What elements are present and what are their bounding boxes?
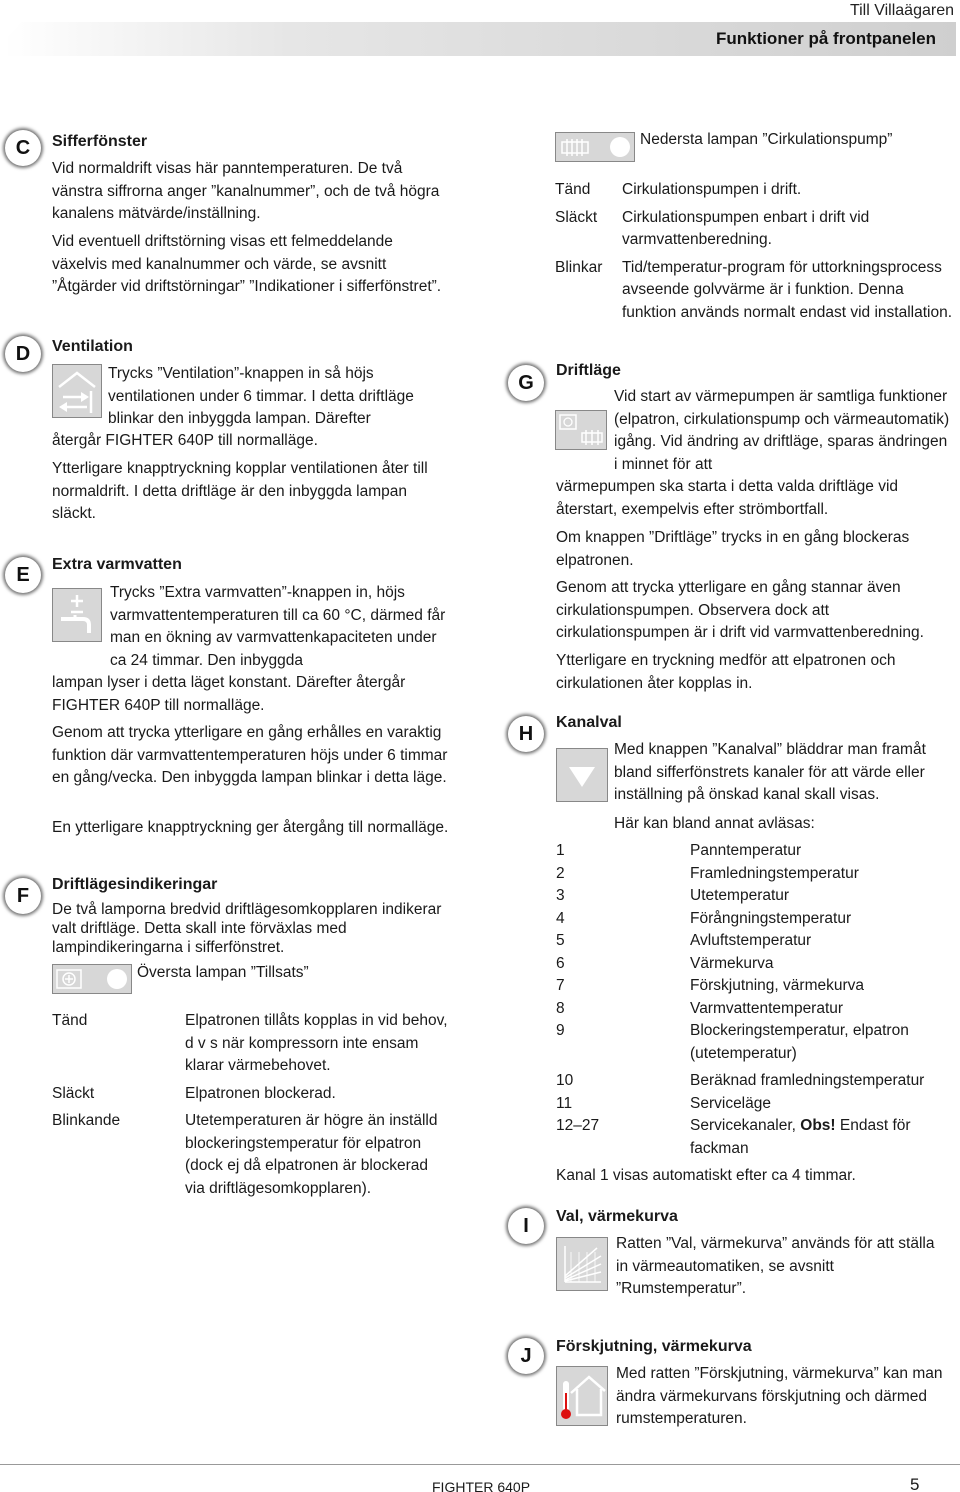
channel-number: 8: [556, 999, 565, 1017]
state-description: Elpatronen tillåts kopplas in vid behov, d v s när kompressorn inte ensam klarar värmebehovet.: [185, 1012, 448, 1074]
section-d-text-2: Ytterligare knapptryckning kopplar ventilationen åter till normaldrift. I detta driftläge är den inbyggda lampan släckt.: [52, 460, 428, 522]
section-e-text-1a: Trycks ”Extra varmvatten”-knappen in, höjs varmvattentemperaturen till ca 60 °C, därmed får man en ökning av varmvattenkapaciteten under ca 24 timmar. Den inbyggda: [110, 584, 446, 669]
addition-lamp-label: Översta lampan ”Tillsats”: [137, 964, 309, 981]
table-row: [556, 885, 956, 908]
channel-name: Framledningstemperatur: [690, 864, 859, 882]
state-description: Elpatronen blockerad.: [185, 1084, 336, 1102]
section-g-title: Driftläge: [556, 362, 621, 379]
channel-name: Avluftstemperatur: [690, 932, 812, 949]
table-row: [52, 1110, 452, 1200]
section-f-title: Driftlägesindikeringar: [52, 876, 218, 893]
channel-number: 10: [556, 1072, 574, 1089]
section-c-text-1: Vid normaldrift visas här panntemperaturen. De två vänstra siffrorna anger ”kanalnummer”, och de två högra kanalens mätvärde/inställning.: [52, 160, 440, 222]
channel-number: 7: [556, 977, 565, 994]
table-row: [556, 1115, 956, 1160]
badge-j: J: [508, 1338, 544, 1374]
channel-name: Värmekurva: [690, 954, 774, 972]
section-i-text-1: Ratten ”Val, värmekurva” används för att ställa in värmeautomatiken, se avsnitt ”Rumstemperatur”.: [616, 1235, 935, 1297]
section-d-title: Ventilation: [52, 338, 133, 355]
section-g-text-2: Om knappen ”Driftläge” trycks in en gång blockeras elpatronen.: [556, 529, 910, 569]
table-row: [556, 975, 956, 998]
state-description: Tid/temperatur-program för uttorkningsprocess avseende golvvärme är i funktion. Denna funktion används normalt endast vid installation.: [622, 258, 953, 321]
section-h-text-3: Kanal 1 visas automatiskt efter ca 4 timmar.: [556, 1167, 856, 1184]
channel-name: Utetemperatur: [690, 887, 790, 904]
channel-table: [556, 840, 956, 1160]
operating-mode-icon: [555, 410, 607, 450]
header-section-label: Till Villaägaren: [849, 2, 954, 19]
state-description: Utetemperaturen är högre än inställd blockeringstemperatur för elpatron (dock ej då elpatronen är blockerad via driftlägesomkopplaren).: [185, 1112, 438, 1197]
channel-name: Förångningstemperatur: [690, 909, 852, 927]
table-row: [556, 998, 956, 1021]
page-title: Funktioner på frontpanelen: [715, 29, 936, 48]
channel-select-button-icon: [556, 748, 608, 802]
section-h-text-2: Här kan bland annat avläsas:: [614, 815, 815, 832]
state-description: Cirkulationspumpen i drift.: [622, 181, 802, 198]
circulation-lamp-table: [555, 179, 955, 324]
warning-label: Obs!: [800, 1117, 836, 1134]
ventilation-icon: [52, 364, 102, 418]
table-row: [52, 1010, 452, 1083]
footer-divider: [0, 1464, 960, 1465]
section-j-title: Förskjutning, värmekurva: [556, 1338, 752, 1355]
section-f-text-1: De två lamporna bredvid driftlägesomkopplaren indikerar valt driftläge. Detta skall inte förväxlas med lampindikeringarna i sifferfönstret.: [52, 901, 442, 956]
section-c-text-2: Vid eventuell driftstörning visas ett felmeddelande växelvis med kanalnummer och värde, se avsnitt ”Åtgärder vid driftstörningar” ”Indikationer i sifferfönstret”.: [52, 233, 442, 295]
badge-d: D: [5, 336, 41, 372]
channel-number: 11: [556, 1094, 573, 1112]
channel-number: 1: [556, 842, 565, 859]
hot-water-icon: [52, 588, 102, 642]
channel-number: 2: [556, 864, 565, 882]
state-label: Tänd: [555, 181, 591, 198]
state-label: Blinkande: [52, 1112, 121, 1129]
section-h-text-1: Med knappen ”Kanalval” bläddrar man framåt bland sifferfönstrets kanaler för att värde eller inställning på önskad kanal skall visas.: [614, 741, 926, 803]
channel-number: 4: [556, 909, 565, 927]
state-label: Blinkar: [555, 258, 603, 276]
channel-name: Panntemperatur: [690, 842, 802, 859]
channel-name: Serviceläge: [690, 1094, 771, 1112]
section-d-text-1b: återgår FIGHTER 640P till normalläge.: [52, 432, 318, 449]
channel-number: 12–27: [556, 1117, 600, 1134]
channel-number: 9: [556, 1022, 565, 1039]
section-h-title: Kanalval: [556, 714, 622, 731]
page-number: 5: [910, 1475, 920, 1492]
section-d-text-1a: Trycks ”Ventilation”-knappen in så höjs ventilationen under 6 timmar. I detta driftläge blinkar den inbyggda lampan. Därefter: [108, 365, 414, 427]
circulation-lamp-indicator: [555, 132, 635, 162]
heat-curve-icon: [556, 1237, 608, 1291]
addition-lamp-indicator: [52, 964, 132, 994]
channel-name-text: Servicekanaler,: [690, 1117, 801, 1134]
channel-name: Varmvattentemperatur: [690, 999, 844, 1017]
badge-h: H: [508, 716, 544, 752]
badge-f: F: [5, 878, 41, 914]
channel-name-note: Endast för fackman: [690, 1117, 911, 1157]
table-row: [556, 863, 956, 886]
section-g-text-1b: värmepumpen ska starta i detta valda driftläge vid återstart, exempelvis efter strömbortfall.: [556, 478, 899, 518]
channel-number: 5: [556, 932, 565, 949]
section-c-title: Sifferfönster: [52, 133, 148, 150]
channel-name: Beräknad framledningstemperatur: [690, 1072, 925, 1089]
section-g-text-4: Ytterligare en tryckning medför att elpatronen och cirkulationen åter kopplas in.: [556, 652, 896, 692]
addition-lamp-table: [52, 1010, 452, 1200]
state-label: Släckt: [555, 208, 598, 226]
table-row: [556, 930, 956, 953]
table-row: [556, 953, 956, 976]
section-e-text-2: Genom att trycka ytterligare en gång erhålles en varaktig funktion där varmvattentemperaturen höjs under 6 timmar en gång/vecka. Den inbyggda lampan blinkar i detta läge.: [52, 724, 448, 786]
state-label: Släckt: [52, 1084, 95, 1102]
footer-model: FIGHTER 640P: [432, 1479, 531, 1492]
section-e-title: Extra varmvatten: [52, 556, 182, 573]
table-row: [556, 840, 956, 863]
table-row: [52, 1083, 452, 1111]
section-i-title: Val, värmekurva: [556, 1208, 678, 1225]
section-g-text-1a: Vid start av värmepumpen är samtliga funktioner (elpatron, cirkulationspump och värmeautomatik) igång. Vid ändring av driftläge, sparas ändringen i minnet för att: [614, 388, 950, 473]
state-label: Tänd: [52, 1012, 88, 1029]
table-row: [556, 1093, 956, 1116]
state-description: Cirkulationspumpen enbart i drift vid varmvattenberedning.: [622, 208, 870, 248]
table-row: [556, 908, 956, 931]
table-row: [556, 1070, 956, 1093]
channel-name: [690, 1115, 956, 1160]
badge-i: I: [508, 1208, 544, 1244]
table-row: [556, 1020, 956, 1070]
table-row: [555, 257, 955, 325]
badge-c: C: [5, 130, 41, 166]
table-row: [555, 179, 955, 207]
table-row: [555, 207, 955, 257]
section-e-text-3: En ytterligare knapptryckning ger återgång till normalläge.: [52, 819, 449, 836]
circulation-lamp-label: Nedersta lampan ”Cirkulationspump”: [640, 131, 893, 148]
channel-name: Förskjutning, värmekurva: [690, 977, 865, 994]
section-e-text-1b: lampan lyser i detta läget konstant. Därefter återgår FIGHTER 640P till normalläge.: [52, 674, 406, 714]
badge-e: E: [5, 557, 41, 593]
badge-g: G: [508, 365, 544, 401]
thermometer-house-icon: [556, 1366, 608, 1426]
channel-number: 6: [556, 954, 565, 972]
channel-name: Blockeringstemperatur, elpatron (utetemperatur): [690, 1022, 909, 1062]
section-g-text-3: Genom att trycka ytterligare en gång stannar även cirkulationspumpen. Observera dock att cirkulationspumpen är i drift vid varmvattenberedning.: [556, 579, 924, 641]
section-j-text-1: Med ratten ”Förskjutning, värmekurva” kan man ändra värmekurvans förskjutning och därmed rumstemperaturen.: [616, 1365, 943, 1427]
channel-number: 3: [556, 887, 565, 904]
